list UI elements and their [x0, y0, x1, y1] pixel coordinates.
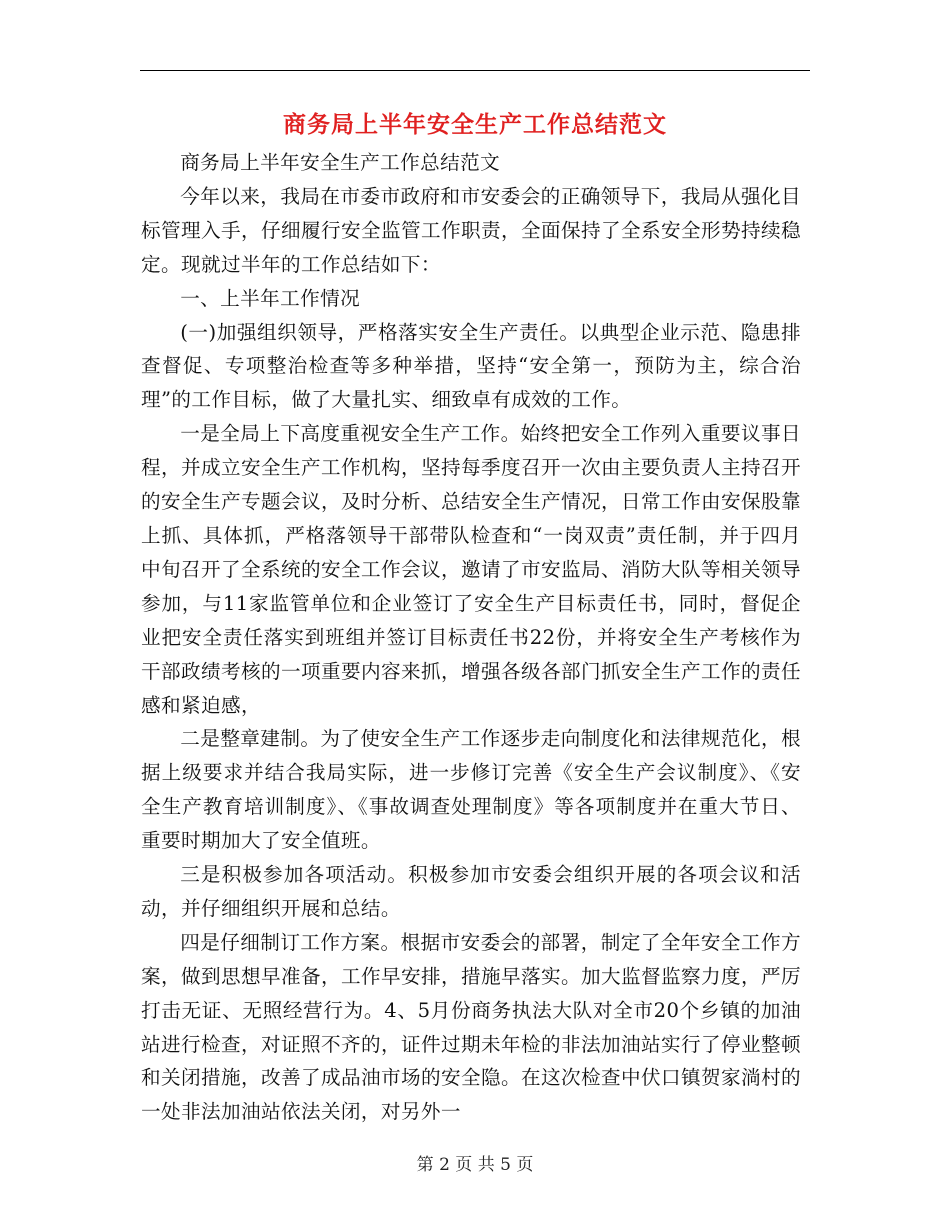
paragraph-point-two: 二是整章建制。为了使安全生产工作逐步走向制度化和法律规范化，根据上级要求并结合我局实际，进一步修订完善《安全生产会议制度》、《安全生产教育培训制度》、《事故调查处理制度》等各项制度并在重大节日、重要时期加大了安全值班。 [141, 727, 801, 853]
section-heading: 一、上半年工作情况 [180, 286, 361, 310]
paragraph-point-one: 一是全局上下高度重视安全生产工作。始终把安全工作列入重要议事日程，并成立安全生产工作机构，坚持每季度召开一次由主要负责人主持召开的安全生产专题会议，及时分析、总结安全生产情况，日常工作由安保股靠上抓、具体抓，严格落领导干部带队检查和“一岗双责”责任制，并于四月中旬召开了全系统的安全工作会议，邀请了市安监局、消防大队等相关领导参加，与11家监管单位和企业签订了安全生产目标责任书，同时，督促企业把安全责任落实到班组并签订目标责任书22份，并将安全生产考核作为干部政绩考核的一项重要内容来抓，增强各级各部门抓安全生产工作的责任感和紧迫感， [141, 422, 801, 717]
paragraph-intro: 今年以来，我局在市委市政府和市安委会的正确领导下，我局从强化目标管理入手，仔细履行安全监管工作职责，全面保持了全系安全形势持续稳定。现就过半年的工作总结如下： [141, 184, 801, 276]
paragraph-point-three: 三是积极参加各项活动。积极参加市安委会组织开展的各项会议和活动，并仔细组织开展和总结。 [141, 863, 801, 920]
header-rule [140, 70, 810, 71]
paragraph-subtitle: 商务局上半年安全生产工作总结范文 [180, 151, 501, 174]
document-body [141, 146, 801, 1129]
document-title: 商务局上半年安全生产工作总结范文 [283, 112, 667, 138]
paragraph-point-four: 四是仔细制订工作方案。根据市安委会的部署，制定了全年安全工作方案，做到思想早准备，工作早安排，措施早落实。加大监督监察力度，严厉打击无证、无照经营行为。4、5月份商务执法大队对全市20个乡镇的加油站进行检查，对证照不齐的，证件过期未年检的非法加油站实行了停业整顿和关闭措施，改善了成品油市场的安全隐。在这次检查中伏口镇贺家淌村的一处非法加油站依法关闭，对另外一 [141, 930, 801, 1124]
page-number-footer: 第 2 页 共 5 页 [416, 1155, 534, 1175]
paragraph-leadership: (一)加强组织领导，严格落实安全生产责任。以典型企业示范、隐患排查督促、专项整治检查等多种举措，坚持“安全第一，预防为主，综合治理”的工作目标，做了大量扎实、细致卓有成效的工作。 [141, 320, 801, 412]
